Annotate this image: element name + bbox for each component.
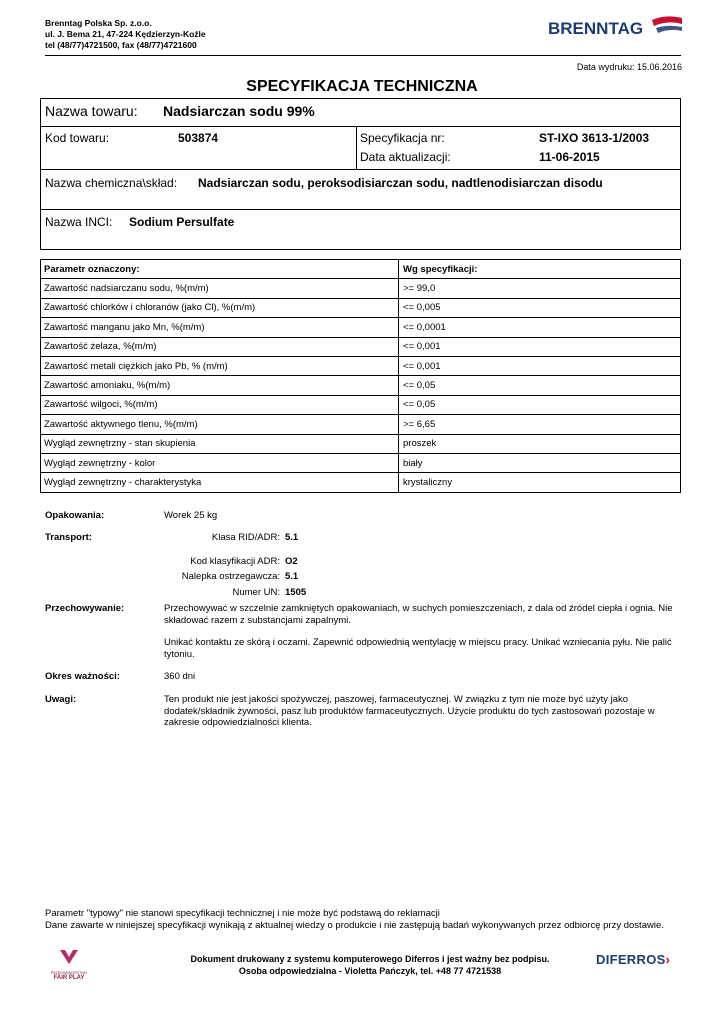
header-spec: Wg specyfikacji: bbox=[399, 260, 681, 279]
param-name: Zawartość chlorków i chloranów (jako Cl), %(m/m) bbox=[41, 298, 399, 317]
table-row bbox=[41, 453, 681, 472]
footer-notes bbox=[45, 908, 685, 931]
param-name: Zawartość manganu jako Mn, %(m/m) bbox=[41, 318, 399, 337]
header-param: Parametr oznaczony: bbox=[41, 260, 399, 279]
divider bbox=[41, 169, 680, 170]
param-spec: <= 0,001 bbox=[399, 356, 681, 375]
param-name: Zawartość żelaza, %(m/m) bbox=[41, 337, 399, 356]
inci-name-value: Sodium Persulfate bbox=[129, 215, 235, 229]
footer-contact: Osoba odpowiedzialna - Violetta Pańczyk, tel. +48 77 4721538 bbox=[238, 966, 502, 976]
param-name: Zawartość metali ciężkich jako Pb, % (m/m) bbox=[41, 356, 399, 375]
company-phone: tel (48/77)4721500, fax (48/77)4721600 bbox=[45, 40, 197, 50]
company-street: ul. J. Bema 21, 47-224 Kędzierzyn-Koźle bbox=[45, 29, 206, 39]
table-row bbox=[41, 318, 681, 337]
param-spec: >= 6,65 bbox=[399, 415, 681, 434]
table-row bbox=[41, 337, 681, 356]
fair-play-small-text: PRZEDSIĘBIORSTWO bbox=[50, 971, 88, 975]
table-row bbox=[41, 298, 681, 317]
transport-label: Transport: bbox=[45, 532, 92, 543]
table-row bbox=[41, 434, 681, 453]
param-name: Wygląd zewnętrzny - kolor bbox=[41, 453, 399, 472]
divider bbox=[356, 126, 357, 169]
table-row bbox=[41, 473, 681, 492]
diferros-arrow-icon: › bbox=[665, 952, 671, 967]
footer-system-note: Dokument drukowany z systemu komputerowego Diferros i jest ważny bez podpisu. bbox=[190, 954, 550, 964]
param-spec: >= 99,0 bbox=[399, 279, 681, 298]
packaging-value: Worek 25 kg bbox=[164, 510, 218, 521]
param-spec: proszek bbox=[399, 434, 681, 453]
divider bbox=[41, 209, 680, 210]
rid-adr-label: Klasa RID/ADR: bbox=[211, 532, 280, 543]
adr-code-value: O2 bbox=[285, 556, 298, 567]
chemical-name-value: Nadsiarczan sodu, peroksodisiarczan sodu, nadtlenodisiarczan disodu bbox=[198, 176, 603, 190]
diferros-logo-text: DIFERROS bbox=[596, 952, 666, 967]
validity-label: Okres ważności: bbox=[45, 671, 120, 682]
fair-play-logo bbox=[44, 948, 94, 988]
table-header-row bbox=[41, 260, 681, 279]
param-spec: <= 0,05 bbox=[399, 376, 681, 395]
footer-note-disclaimer: Dane zawarte w niniejszej specyfikacji wynikają z aktualnej wiedzy o produkcie i nie zastępują badań wykonywanych przez odbiorcę przy dostawie. bbox=[45, 919, 664, 931]
param-name: Zawartość amoniaku, %(m/m) bbox=[41, 376, 399, 395]
warning-label-label: Nalepka ostrzegawcza: bbox=[181, 571, 280, 582]
product-code-value: 503874 bbox=[178, 131, 219, 145]
fair-play-text: FAIR PLAY bbox=[53, 975, 85, 981]
footer-center bbox=[150, 953, 590, 977]
table-row bbox=[41, 415, 681, 434]
param-name: Zawartość aktywnego tlenu, %(m/m) bbox=[41, 415, 399, 434]
un-number-value: 1505 bbox=[285, 587, 307, 598]
param-spec: <= 0,001 bbox=[399, 337, 681, 356]
spec-number-value: ST-IXO 3613-1/2003 bbox=[539, 131, 650, 145]
param-name: Zawartość nadsiarczanu sodu, %(m/m) bbox=[41, 279, 399, 298]
brenntag-logo bbox=[548, 14, 682, 42]
brenntag-swoosh-icon bbox=[652, 16, 682, 26]
packaging-label: Opakowania: bbox=[45, 510, 105, 521]
page-title: SPECYFIKACJA TECHNICZNA bbox=[246, 78, 478, 95]
param-name: Zawartość wilgoci, %(m/m) bbox=[41, 395, 399, 414]
update-date-label: Data aktualizacji: bbox=[360, 150, 451, 164]
product-name-value: Nadsiarczan sodu 99% bbox=[163, 103, 315, 119]
header-divider bbox=[45, 55, 681, 56]
param-spec: krystaliczny bbox=[399, 473, 681, 492]
param-spec: <= 0,05 bbox=[399, 395, 681, 414]
brenntag-swoosh2-icon bbox=[656, 26, 682, 33]
brenntag-logo-text: BRENNTAG bbox=[548, 19, 644, 38]
param-spec: <= 0,0001 bbox=[399, 318, 681, 337]
company-address bbox=[45, 18, 206, 51]
storage-paragraph-1: Przechowywać w szczelnie zamkniętych opakowaniach, w suchych pomieszczeniach, z dala od źródel ciepła i ognia. Nie składować razem z substancjami zapalnymi. bbox=[164, 603, 673, 626]
chemical-name-label: Nazwa chemiczna\skład: bbox=[45, 176, 178, 190]
adr-code-label: Kod klasyfikacji ADR: bbox=[190, 556, 280, 567]
validity-value: 360 dni bbox=[164, 671, 196, 682]
param-name: Wygląd zewnętrzny - charakterystyka bbox=[41, 473, 399, 492]
table-row bbox=[41, 279, 681, 298]
print-date: Data wydruku: 15.06.2016 bbox=[576, 62, 682, 72]
inci-name-label: Nazwa INCI: bbox=[45, 215, 113, 229]
warning-label-value: 5.1 bbox=[285, 571, 299, 582]
fair-play-emblem-icon bbox=[58, 948, 80, 966]
divider bbox=[41, 126, 680, 127]
remarks-value: Ten produkt nie jest jakości spożywczej, paszowej, farmaceutycznej. W związku z tym nie może być użyty jako dodatek/składnik żywności, pasz lub produktów farmaceutycznych. Użycie produktu do tych zastosowań pozostaje w zakresie odpowiedzialności klienta. bbox=[164, 694, 655, 728]
table-row bbox=[41, 395, 681, 414]
un-number-label: Numer UN: bbox=[232, 587, 280, 598]
rid-adr-value: 5.1 bbox=[285, 532, 299, 543]
update-date-value: 11-06-2015 bbox=[539, 150, 600, 164]
product-name-label: Nazwa towaru: bbox=[45, 103, 138, 119]
product-code-label: Kod towaru: bbox=[45, 131, 110, 145]
company-name: Brenntag Polska Sp. z.o.o. bbox=[45, 18, 152, 28]
parameters-table bbox=[40, 259, 681, 493]
storage-paragraph-2: Unikać kontaktu ze skórą i oczami. Zapewnić odpowiednią wentylację w miejscu pracy. Unikać wzniecania pyłu. Nie palić tytoniu. bbox=[164, 637, 672, 660]
param-name: Wygląd zewnętrzny - stan skupienia bbox=[41, 434, 399, 453]
footer-note-typical: Parametr "typowy" nie stanowi specyfikacji technicznej i nie może być podstawą do reklamacji bbox=[45, 908, 440, 919]
diferros-logo bbox=[596, 952, 670, 967]
product-info-box bbox=[40, 98, 681, 250]
table-row bbox=[41, 376, 681, 395]
spec-number-label: Specyfikacja nr: bbox=[360, 131, 445, 145]
param-spec: biały bbox=[399, 453, 681, 472]
param-spec: <= 0,005 bbox=[399, 298, 681, 317]
remarks-label: Uwagi: bbox=[45, 694, 77, 705]
storage-label: Przechowywanie: bbox=[45, 603, 125, 614]
table-row bbox=[41, 356, 681, 375]
